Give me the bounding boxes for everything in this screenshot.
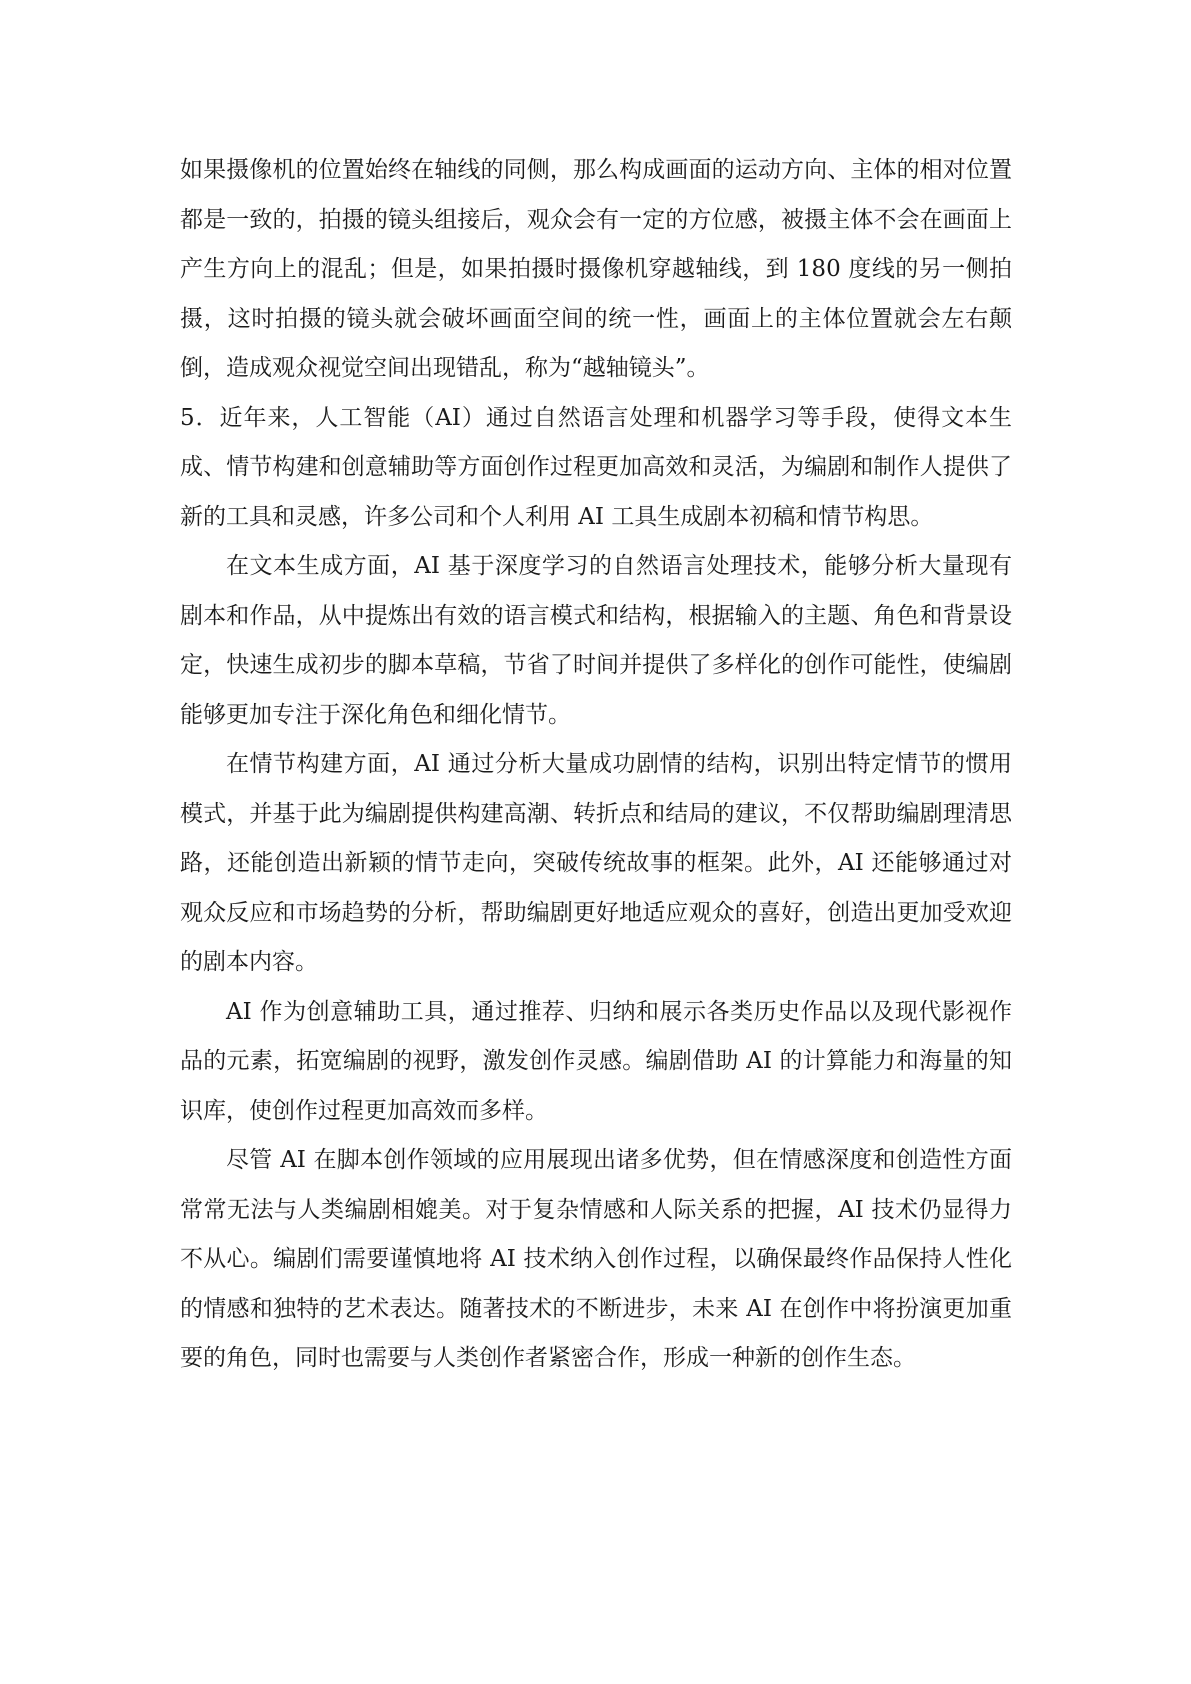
- body-text: [180, 146, 1012, 1384]
- paragraph-item-5-ai-intro: 5．近年来，人工智能（AI）通过自然语言处理和机器学习等手段，使得文本生成、情节构建和创意辅助等方面创作过程更加高效和灵活，为编剧和制作人提供了新的工具和灵感，许多公司和个人利用 AI 工具生成剧本初稿和情节构思。: [180, 404, 1012, 530]
- paragraph-axis-line: 如果摄像机的位置始终在轴线的同侧，那么构成画面的运动方向、主体的相对位置都是一致的，拍摄的镜头组接后，观众会有一定的方位感，被摄主体不会在画面上产生方向上的混乱；但是，如果拍摄时摄像机穿越轴线，到 180 度线的另一侧拍摄，这时拍摄的镜头就会破坏画面空间的统一性，画面上的主体位置就会左右颠倒，造成观众视觉空间出现错乱，称为“越轴镜头”。: [180, 157, 1012, 381]
- paragraph-plot-construction: 在情节构建方面，AI 通过分析大量成功剧情的结构，识别出特定情节的惯用模式，并基于此为编剧提供构建高潮、转折点和结局的建议，不仅帮助编剧理清思路，还能创造出新颖的情节走向，突破传统故事的框架。此外，AI 还能够通过对观众反应和市场趋势的分析，帮助编剧更好地适应观众的喜好，创造出更加受欢迎的剧本内容。: [180, 751, 1012, 975]
- paragraph-text-generation: 在文本生成方面，AI 基于深度学习的自然语言处理技术，能够分析大量现有剧本和作品，从中提炼出有效的语言模式和结构，根据输入的主题、角色和背景设定，快速生成初步的脚本草稿，节省了时间并提供了多样化的创作可能性，使编剧能够更加专注于深化角色和细化情节。: [180, 553, 1012, 728]
- paragraph-creative-assistance: AI 作为创意辅助工具，通过推荐、归纳和展示各类历史作品以及现代影视作品的元素，拓宽编剧的视野，激发创作灵感。编剧借助 AI 的计算能力和海量的知识库，使创作过程更加高效而多样。: [180, 998, 1012, 1124]
- paragraph-limitations: 尽管 AI 在脚本创作领域的应用展现出诸多优势，但在情感深度和创造性方面常常无法与人类编剧相媲美。对于复杂情感和人际关系的把握，AI 技术仍显得力不从心。编剧们需要谨慎地将 AI 技术纳入创作过程，以确保最终作品保持人性化的情感和独特的艺术表达。随著技术的不断进步，未来 AI 在创作中将扮演更加重要的角色，同时也需要与人类创作者紧密合作，形成一种新的创作生态。: [180, 1147, 1012, 1371]
